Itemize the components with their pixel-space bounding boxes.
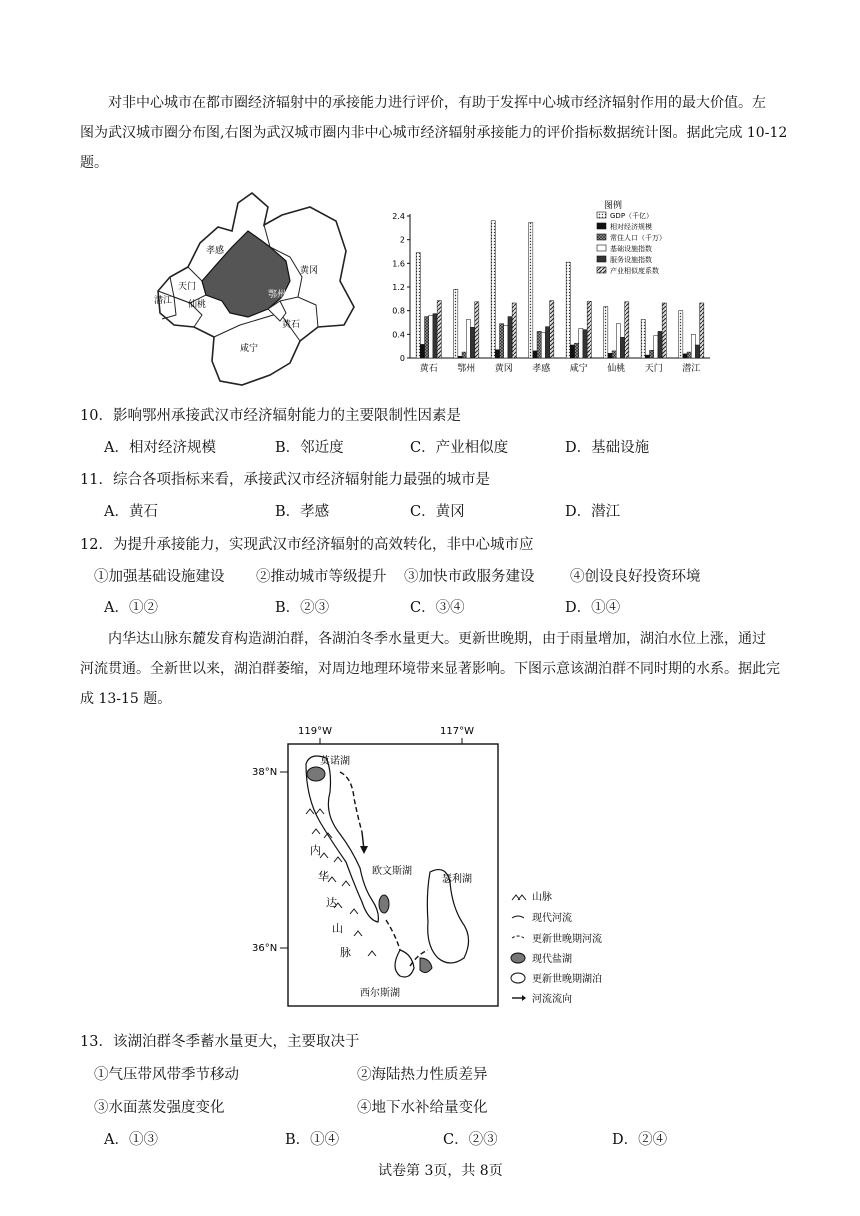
q12-statement-4: ④创设良好投资环境	[570, 569, 701, 585]
legend-modern-salt-lake: 现代盐湖	[532, 954, 572, 965]
bar-2-5	[512, 303, 516, 358]
q12-statement-1: ①加强基础设施建设	[94, 569, 225, 585]
bar-6-5	[662, 303, 666, 358]
mountain-char-1: 内	[310, 844, 321, 857]
q12-statement-2: ②推动城市等级提升	[256, 569, 387, 585]
modern-salt-lake-owens	[379, 895, 389, 913]
bar-0-3	[429, 315, 433, 358]
bar-1-4	[470, 327, 474, 358]
bar-0-5	[437, 301, 441, 358]
q13-statement-2: ②海陆热力性质差异	[357, 1067, 488, 1083]
q10-option-a[interactable]: A．相对经济规模	[104, 440, 216, 456]
lake-group-map	[250, 722, 630, 1012]
q11-option-b[interactable]: B．孝感	[275, 504, 330, 520]
legend-flow-direction: 河流流向	[532, 994, 572, 1005]
q12-option-d[interactable]: D．①④	[565, 600, 621, 616]
q11-option-d[interactable]: D．潜江	[565, 504, 621, 520]
y-tick-label: 2	[399, 235, 405, 245]
q10-option-c[interactable]: C．产业相似度	[410, 440, 509, 456]
q13-option-c[interactable]: C．②③	[443, 1132, 498, 1148]
legend-modern-river: 现代河流	[532, 913, 572, 924]
bar-0-0	[416, 253, 420, 358]
q13-option-d[interactable]: D．②④	[612, 1132, 668, 1148]
passage-1-line-2: 图为武汉城市圈分布图,右图为武汉城市圈内非中心城市经济辐射承接能力的评价指标数据统计图。据此完成 10-12	[80, 125, 788, 141]
passage-1-line-3: 题。	[80, 155, 108, 171]
q12-option-c[interactable]: C．③④	[410, 600, 465, 616]
map1-label-tianmen: 天门	[178, 282, 197, 292]
q11-option-a[interactable]: A．黄石	[104, 504, 158, 520]
bar-1-1	[458, 356, 462, 358]
x-tick-label: 咸宁	[569, 364, 588, 374]
bar-0-1	[420, 344, 424, 358]
bar-1-5	[475, 302, 479, 358]
x-tick-label: 天门	[644, 364, 663, 374]
lat-label-36n: 36°N	[252, 943, 278, 954]
legend-pleistocene-lake: 更新世晚期湖泊	[532, 974, 602, 985]
bar-3-1	[533, 351, 537, 358]
map1-label-xianning: 咸宁	[240, 344, 259, 354]
bar-5-1	[608, 353, 612, 358]
bar-6-1	[645, 355, 649, 358]
bar-7-5	[700, 303, 704, 358]
y-tick-label: 0.4	[392, 330, 405, 340]
bar-6-3	[654, 336, 658, 358]
q13-option-b[interactable]: B．①④	[285, 1132, 340, 1148]
bar-5-4	[620, 337, 624, 358]
legend-swatch	[597, 212, 606, 218]
mountain-char-3: 达	[326, 896, 337, 909]
lon-label-119w: 119°W	[298, 726, 332, 737]
legend-swatch	[597, 223, 606, 229]
bar-3-4	[545, 327, 549, 358]
bar-5-5	[625, 302, 629, 358]
map1-label-qianjiang: 潜江	[154, 296, 173, 306]
q12-stem: 12．为提升承接能力，实现武汉市经济辐射的高效转化，非中心城市应	[80, 537, 534, 553]
passage-1	[80, 88, 788, 178]
lake-label-mono: 莫诺湖	[320, 756, 350, 767]
q11-stem: 11．综合各项指标来看，承接武汉市经济辐射能力最强的城市是	[80, 472, 490, 488]
q10-stem: 10．影响鄂州承接武汉市经济辐射能力的主要限制性因素是	[80, 408, 461, 424]
map1-label-xiaogan: 孝感	[206, 246, 225, 256]
pleistocene-river	[340, 772, 362, 832]
q13-statement-1: ①气压带风带季节移动	[94, 1067, 239, 1083]
legend-label: 基础设施指数	[610, 245, 652, 253]
bar-4-4	[583, 330, 587, 358]
bar-4-5	[587, 301, 591, 358]
q12-option-b[interactable]: B．②③	[275, 600, 330, 616]
y-tick-label: 1.2	[392, 283, 405, 292]
map2-legend	[511, 890, 602, 1005]
legend-title: 图例	[604, 201, 623, 211]
y-tick-label: 2.4	[392, 212, 405, 221]
wuhan-city-circle-map	[140, 185, 370, 395]
x-tick-label: 仙桃	[607, 364, 626, 374]
modern-salt-lake-mono	[307, 767, 325, 781]
bar-6-4	[658, 331, 662, 358]
legend-mountain: 山脉	[532, 892, 552, 903]
x-tick-label: 孝感	[532, 364, 551, 374]
map1-label-xiantao: 仙桃	[188, 300, 207, 310]
legend-swatch	[597, 267, 606, 273]
q10-option-b[interactable]: B．邻近度	[275, 440, 344, 456]
bar-7-3	[691, 334, 695, 358]
bar-5-3	[616, 324, 620, 358]
y-tick-label: 0.8	[392, 306, 405, 316]
lake-label-searles-north: 瑟利湖	[442, 874, 472, 885]
bar-7-0	[679, 311, 683, 358]
lake-label-searles: 西尔斯湖	[360, 988, 400, 999]
passage-2-line-1: 内华达山脉东麓发育构造湖泊群，各湖泊冬季水量更大。更新世晚期，由于雨量增加，湖泊水位上涨，通过	[108, 631, 766, 647]
passage-2-line-2: 河流贯通。全新世以来，湖泊群萎缩，对周边地理环境带来显著影响。下图示意该湖泊群不同时期的水系。据此完	[80, 661, 780, 677]
q10-option-d[interactable]: D．基础设施	[565, 440, 650, 456]
bar-1-2	[462, 352, 466, 358]
legend-label: 产业相似度系数	[610, 267, 659, 275]
bar-2-3	[504, 325, 508, 358]
map1-label-huanggang: 黄冈	[300, 266, 319, 276]
bar-3-3	[541, 333, 545, 358]
pleistocene-river	[386, 920, 400, 950]
q13-option-a[interactable]: A．①③	[104, 1132, 158, 1148]
q13-statement-4: ④地下水补给量变化	[357, 1100, 488, 1116]
q11-option-c[interactable]: C．黄冈	[410, 504, 465, 520]
legend-swatch	[597, 256, 606, 262]
legend-pleistocene-river: 更新世晚期河流	[532, 934, 602, 945]
legend-label: 服务设施指数	[610, 256, 652, 264]
legend-swatch	[597, 245, 606, 251]
evaluation-index-chart	[382, 198, 712, 378]
bar-3-5	[550, 301, 554, 358]
bar-2-2	[500, 324, 504, 358]
x-tick-label: 黄石	[419, 364, 438, 374]
passage-2-line-3: 成 13-15 题。	[80, 691, 172, 707]
bar-7-1	[683, 354, 687, 358]
legend-label: 相对经济规模	[610, 223, 652, 231]
q12-option-a[interactable]: A．①②	[104, 600, 158, 616]
q13-stem: 13．该湖泊群冬季蓄水量更大，主要取决于	[80, 1034, 360, 1050]
x-tick-label: 潜江	[682, 364, 701, 374]
bar-4-0	[566, 262, 570, 358]
lat-label-38n: 38°N	[252, 767, 278, 778]
bar-7-4	[695, 345, 699, 358]
y-tick-label: 1.6	[392, 259, 405, 269]
bar-4-2	[575, 343, 579, 358]
bar-1-3	[466, 320, 470, 358]
bar-2-1	[495, 350, 499, 358]
passage-2	[80, 624, 780, 714]
bar-3-2	[537, 331, 541, 358]
bar-7-2	[687, 352, 691, 358]
bar-0-4	[433, 314, 437, 358]
bar-5-2	[612, 351, 616, 358]
passage-1-line-1: 对非中心城市在都市圈经济辐射中的承接能力进行评价，有助于发挥中心城市经济辐射作用的最大价值。左	[108, 95, 766, 111]
bar-0-2	[425, 317, 429, 358]
mountain-char-4: 山	[332, 922, 343, 935]
map1-label-ezhou: 鄂州	[268, 290, 287, 300]
bar-2-0	[491, 221, 495, 358]
x-tick-label: 鄂州	[457, 364, 476, 374]
legend-label: GDP（千亿）	[610, 212, 654, 220]
bar-5-0	[604, 307, 608, 358]
mountain-char-2: 华	[318, 870, 329, 883]
legend-swatch	[597, 234, 606, 240]
mountain-char-5: 脉	[340, 946, 351, 959]
bar-6-0	[641, 320, 645, 358]
bar-4-1	[570, 345, 574, 358]
x-tick-label: 黄冈	[494, 364, 513, 374]
bar-2-4	[508, 317, 512, 358]
bar-6-2	[650, 350, 654, 358]
bar-3-0	[529, 223, 533, 358]
bar-4-3	[579, 328, 583, 358]
y-tick-label: 0	[399, 354, 405, 363]
q12-statement-3: ③加快市政服务建设	[404, 569, 535, 585]
lake-label-owens: 欧文斯湖	[372, 866, 412, 877]
page-footer: 试卷第 3页，共 8页	[378, 1163, 503, 1179]
bar-1-0	[454, 289, 458, 358]
map1-label-huangshi: 黄石	[282, 320, 301, 330]
lon-label-117w: 117°W	[440, 726, 474, 737]
legend-label: 常住人口（千万）	[610, 234, 666, 242]
q13-statement-3: ③水面蒸发强度变化	[94, 1100, 225, 1116]
